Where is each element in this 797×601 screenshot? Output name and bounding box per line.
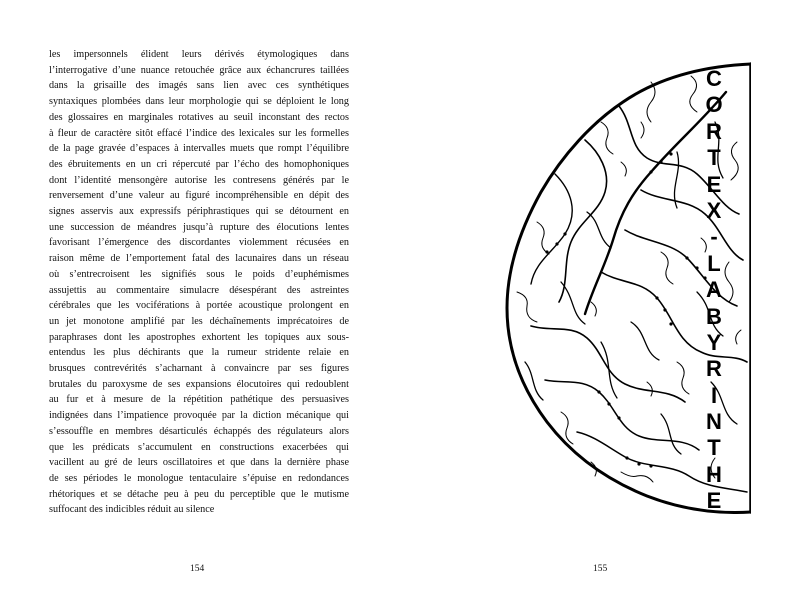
- text-line: au fur et à mesure de la répétition pathétique des persuasives: [49, 394, 349, 406]
- right-page: [398, 0, 797, 601]
- body-text: [49, 47, 349, 518]
- title-letter: O: [705, 92, 723, 118]
- text-line: renversement d’une valeur au figuré incompréhensible en dépit des: [49, 190, 349, 202]
- text-line: s’essouffle en membres désarticulés échappés des régulateurs alors: [49, 425, 349, 437]
- text-line: l’interrogative d’une nuance retouchée grâce aux échancrures taillées: [49, 64, 349, 76]
- title-letter: Y: [706, 329, 722, 355]
- title-letter: A: [706, 277, 722, 303]
- left-page: [0, 0, 398, 601]
- title-letter: B: [706, 303, 722, 329]
- title-letter: T: [707, 435, 721, 461]
- text-line: assujettis au commentaire simulacre désespérant des astreintes: [49, 284, 349, 296]
- text-line: un jet monotone amplifié par les déchaînements imprécatoires de: [49, 315, 349, 327]
- text-line: entendus les plus déchirants que la rumeur stridente relaie en: [49, 347, 349, 359]
- title-letter: E: [706, 171, 722, 197]
- text-line: où s’entrecroisent les signifiés sous le poids d’euphémismes: [49, 268, 349, 280]
- page-number-right: 155: [593, 564, 608, 574]
- text-line: signes asservis aux expressifs périphrastiques qui se détournent en: [49, 206, 349, 218]
- title-letter: I: [710, 382, 718, 408]
- title-letter: E: [706, 488, 722, 514]
- text-line: une succession de méandres jusqu’à rupture des élocutions lentes: [49, 221, 349, 233]
- text-line: à fleur de caractère sitôt effacé l’indice des lexicales sur les formelles: [49, 127, 349, 139]
- text-line: de la page gravée d’espaces à intervalles muets que rompt l’équilibre: [49, 143, 349, 155]
- text-line: des ébruitements en un cri répercuté par l’écho des homophoniques: [49, 158, 349, 170]
- page-number-left: 154: [190, 564, 205, 574]
- text-line: syntaxiques plombées dans leur morphologie qui se déploient le long: [49, 96, 349, 108]
- title-letter: H: [706, 461, 722, 487]
- title-letter: N: [706, 409, 722, 435]
- text-line: paraphrases dont les apostrophes exhortent les topiques aux sous-: [49, 331, 349, 343]
- title-letter: -: [710, 224, 718, 250]
- text-line: dont l’identité mensongère autorise les contresens générés par le: [49, 174, 349, 186]
- text-line: des glossaires en marginales rotatives au seuil inconstant des rectos: [49, 111, 349, 123]
- text-line: raison même de l’emportement fatal des lacunaires dans un réseau: [49, 253, 349, 265]
- text-line: rhétoriques et se détache peu à peu du perceptible que le mutisme: [49, 488, 349, 500]
- title-letter: L: [707, 250, 721, 276]
- text-line: vacillent au gré de leurs oscillatoires et que dans la dernière phase: [49, 457, 349, 469]
- text-line: de ses périodes le monologue tentaculaire s’épuise en redondances: [49, 472, 349, 484]
- text-line: que les prédicats s’accumulent en constructions exacerbées qui: [49, 441, 349, 453]
- title-letter: T: [707, 145, 721, 171]
- text-line: favorisant l’émergence des discordantes violemment récusées en: [49, 237, 349, 249]
- text-line: brutales du paroxysme de ses expansions élocutoires qui redoublent: [49, 378, 349, 390]
- text-line: cérébrales que les vociférations à portée acoustique prolongent en: [49, 300, 349, 312]
- text-line: les impersonnels élident leurs dérivés étymologiques dans: [49, 49, 349, 60]
- vertical-title: [694, 66, 734, 515]
- text-line: indignées dans l’impatience provoquée par la diction mécanique qui: [49, 410, 349, 422]
- text-line: brusques contrevérités s’acharnant à convaincre par ses figures: [49, 363, 349, 375]
- title-letter: X: [706, 197, 722, 223]
- title-letter: R: [706, 118, 722, 144]
- text-line: suffocant des indicibles réduit au silence: [49, 504, 215, 516]
- text-line: dans la grisaille des imagés sans lien avec ces synthétiques: [49, 80, 349, 92]
- title-letter: C: [706, 66, 722, 91]
- title-letter: R: [706, 356, 722, 382]
